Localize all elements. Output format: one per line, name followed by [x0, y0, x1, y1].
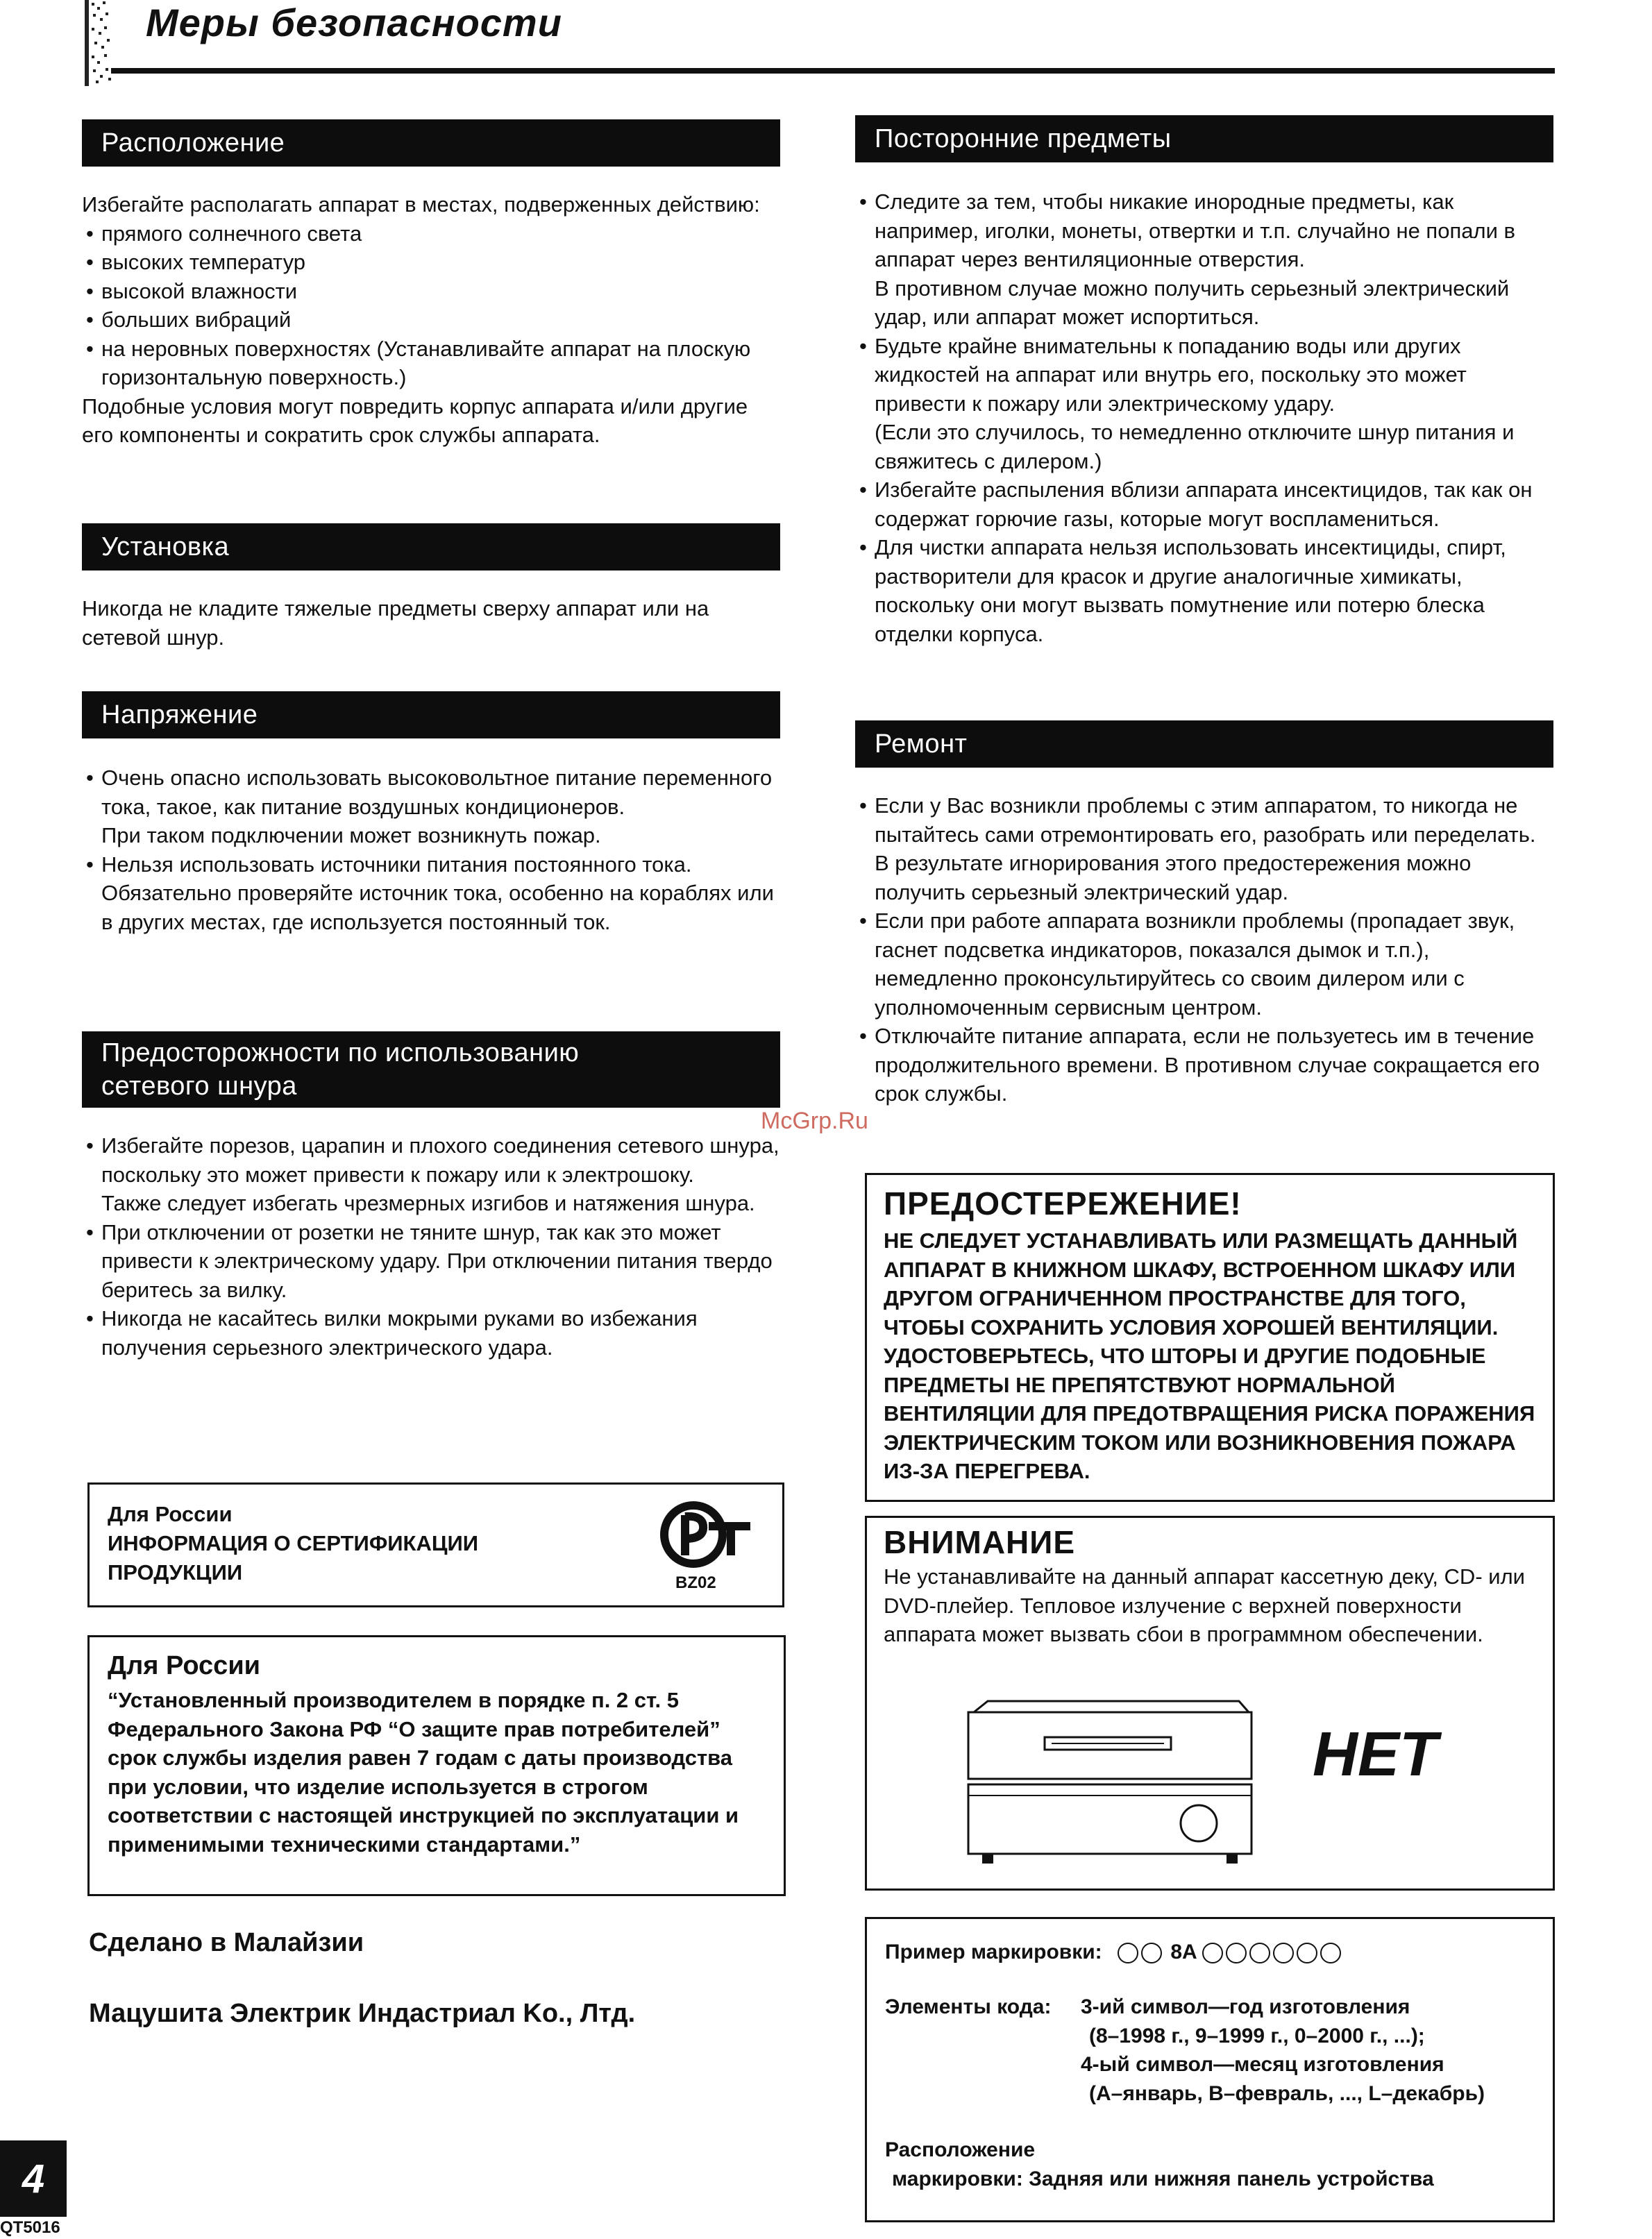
- list-item: • Очень опасно использовать высоковольтное питание переменного тока, такое, как питание воздушных кондиционеров.: [82, 763, 783, 821]
- circle-icon: [1249, 1943, 1270, 1963]
- list-item: • Если при работе аппарата возникли проблемы (пропадает звук, гаснет подсветка индикаторов, показался дымок и т.п.), немедленно проконсультируйтесь со своим дилером или с уполномоченным сервисным центром.: [855, 906, 1556, 1022]
- lifetime-heading: Для России: [108, 1651, 261, 1680]
- lifetime-text: “Установленный производителем в порядке п. 2 ст. 5 Федерального Закона РФ “О защите прав потребителей” срок службы изделия равен 7 годам с даты производства при условии, что изделие используется в строгом соответствии с настоящей инструкцией по эксплуатации и применимыми техническими стандартами.”: [108, 1688, 739, 1857]
- page-number: 4: [0, 2140, 67, 2217]
- list-item: • При отключении от розетки не тяните шнур, так как это может привести к электрическому удару. При отключении питания твердо беритесь за вилку.: [82, 1218, 783, 1305]
- company-name: Мацушита Электрик Индастриал Ko., Лтд.: [89, 1999, 636, 2028]
- marking-elements-label: Элементы кода:: [885, 1995, 1052, 2018]
- page-title: Меры безопасности: [146, 1, 562, 44]
- section-heading-voltage: [82, 691, 780, 738]
- list-item: • Отключайте питание аппарата, если не пользуетесь им в течение продолжительного времени. В противном случае сокращается его срок службы.: [855, 1022, 1556, 1108]
- heading-text: Напряжение: [101, 700, 258, 729]
- placement-section: [82, 190, 783, 450]
- list-note: (Если это случилось, то немедленно отключите шнур питания и свяжитесь с дилером.): [875, 420, 1515, 473]
- cert-text: [108, 1500, 478, 1587]
- cord-section: [82, 1131, 783, 1362]
- list-item: • на неровных поверхностях (Устанавливайте аппарат на плоскую горизонтальную поверхность.): [82, 335, 783, 392]
- list-item: • больших вибраций: [82, 305, 783, 335]
- watermark: McGrp.Ru: [761, 1108, 868, 1134]
- heading-text: Расположение: [101, 128, 285, 158]
- not-allowed-label: НЕТ: [1313, 1720, 1438, 1789]
- lifetime-box: [87, 1635, 786, 1896]
- certification-box: [87, 1482, 784, 1607]
- list-item: • Нельзя использовать источники питания постоянного тока.: [82, 850, 783, 879]
- list-note: В противном случае можно получить серьезный электрический удар, или аппарат может испортиться.: [875, 276, 1510, 329]
- list-item: • высокой влажности: [82, 277, 783, 306]
- section-heading-placement: [82, 119, 780, 167]
- section-heading-foreign-objects: [855, 115, 1553, 162]
- circle-icon: [1226, 1943, 1247, 1963]
- list-note: Обязательно проверяйте источник тока, особенно на кораблях или в других местах, где используется постоянный ток.: [101, 881, 774, 934]
- installation-text: Никогда не кладите тяжелые предметы сверху аппарат или на сетевой шнур.: [82, 596, 709, 650]
- list-item: • Для чистки аппарата нельзя использовать инсектициды, спирт, растворители для красок и другие аналогичные химикаты, поскольку они могут вызвать помутнение или потерю блеска отделки корпуса.: [855, 533, 1556, 648]
- stacked-devices-icon: [964, 1698, 1256, 1872]
- marking-line: 3-ий символ—год изготовления: [1081, 1995, 1410, 2018]
- placement-intro: Избегайте располагать аппарат в местах, подверженных действию:: [82, 192, 760, 217]
- list-item: • Никогда не касайтесь вилки мокрыми руками во избежания получения серьезного электрического удара.: [82, 1304, 783, 1362]
- attention-text: Не устанавливайте на данный аппарат кассетную деку, CD- или DVD-плейер. Тепловое излучение с верхней поверхности аппарата может вызвать сбои в программном обеспечении.: [884, 1564, 1525, 1646]
- cert-line: Для России: [108, 1502, 233, 1526]
- list-note: При таком подключении может возникнуть пожар.: [101, 823, 601, 847]
- heading-text: Ремонт: [875, 729, 968, 759]
- section-heading-installation: [82, 523, 780, 571]
- marking-location-label: Расположение: [885, 2138, 1036, 2161]
- title-rule: [111, 68, 1555, 74]
- heading-text: Установка: [101, 532, 230, 561]
- list-item: • Избегайте порезов, царапин и плохого соединения сетевого шнура, поскольку это может привести к пожару или к электрошоку.: [82, 1131, 783, 1189]
- cert-line: ИНФОРМАЦИЯ О СЕРТИФИКАЦИИ: [108, 1531, 479, 1555]
- circle-icon: [1118, 1943, 1138, 1963]
- list-item: • Избегайте распыления вблизи аппарата инсектицидов, так как он содержат горючие газы, которые могут воспламениться.: [855, 475, 1556, 533]
- cert-line: ПРОДУКЦИИ: [108, 1560, 243, 1585]
- circle-icon: [1320, 1943, 1341, 1963]
- marking-box: [865, 1917, 1555, 2222]
- circle-icon: [1202, 1943, 1223, 1963]
- heading-text: Предосторожности по использованию: [101, 1038, 580, 1067]
- placement-outro: Подобные условия могут повредить корпус аппарата и/или другие его компоненты и сократить срок службы аппарата.: [82, 394, 748, 447]
- corner-pattern-icon: [83, 0, 111, 86]
- marking-example-row: [885, 1938, 1344, 1966]
- circle-icon: [1273, 1943, 1294, 1963]
- section-heading-cord: [82, 1031, 780, 1108]
- attention-box: [865, 1516, 1555, 1891]
- list-item: • Следите за тем, чтобы никакие инородные предметы, как например, иголки, монеты, отвертки и т.п. случайно не попали в аппарат через вентиляционные отверстия.: [855, 187, 1556, 274]
- circle-icon: [1141, 1943, 1162, 1963]
- marking-circles: [1202, 1941, 1344, 1963]
- marking-example-code: 8A: [1170, 1941, 1197, 1963]
- marking-elements-list: [1081, 1993, 1485, 2108]
- marking-line: 4-ый символ—месяц изготовления: [1081, 2053, 1444, 2076]
- warning-box: [865, 1173, 1555, 1502]
- installation-section: [82, 594, 783, 652]
- foreign-objects-section: [855, 187, 1556, 648]
- marking-example-label: Пример маркировки:: [885, 1941, 1102, 1963]
- list-item: • Если у Вас возникли проблемы с этим аппаратом, то никогда не пытайтесь сами отремонтировать его, разобрать или переделать.: [855, 791, 1556, 849]
- heading-text: сетевого шнура: [101, 1072, 297, 1101]
- heading-text: Посторонние предметы: [875, 124, 1172, 153]
- warning-text: НЕ СЛЕДУЕТ УСТАНАВЛИВАТЬ ИЛИ РАЗМЕЩАТЬ ДАННЫЙ АППАРАТ В КНИЖНОМ ШКАФУ, ВСТРОЕННОМ ШКАФУ ИЛИ ДРУГОМ ОГРАНИЧЕННОМ ПРОСТРАНСТВЕ ДЛЯ ТОГО, ЧТОБЫ СОХРАНИТЬ УСЛОВИЯ ХОРОШЕЙ ВЕНТИЛЯЦИИ. УДОСТОВЕРЬТЕСЬ, ЧТО ШТОРЫ И ДРУГИЕ ПОДОБНЫЕ ПРЕДМЕТЫ НЕ ПРЕПЯТСТВУЮТ НОРМАЛЬНОЙ ВЕНТИЛЯЦИИ ДЛЯ ПРЕДОТВРАЩЕНИЯ РИСКА ПОРАЖЕНИЯ ЭЛЕКТРИЧЕСКИМ ТОКОМ ИЛИ ВОЗНИКНОВЕНИЯ ПОЖАРА ИЗ-ЗА ПЕРЕГРЕВА.: [884, 1228, 1535, 1483]
- list-note: Также следует избегать чрезмерных изгибов и натяжения шнура.: [101, 1191, 755, 1215]
- rst-certification-icon: [656, 1498, 760, 1575]
- cert-mark-code: BZ02: [675, 1573, 716, 1592]
- marking-line: (A–январь, B–февраль, ..., L–декабрь): [1089, 2081, 1485, 2105]
- list-item: • высоких температур: [82, 248, 783, 277]
- section-heading-repair: [855, 720, 1553, 768]
- marking-line: (8–1998 г., 9–1999 г., 0–2000 г., ...);: [1089, 2024, 1425, 2047]
- warning-heading: ПРЕДОСТЕРЕЖЕНИЕ!: [884, 1185, 1242, 1222]
- list-note: В результате игнорирования этого предостережения можно получить серьезный электрический удар.: [875, 851, 1472, 904]
- marking-location-text: маркировки: Задняя или нижняя панель устройства: [892, 2168, 1434, 2190]
- document-code: QT5016: [0, 2218, 60, 2237]
- repair-section: [855, 791, 1556, 1108]
- made-in-text: Сделано в Малайзии: [89, 1928, 364, 1957]
- list-item: • Будьте крайне внимательны к попаданию воды или других жидкостей на аппарат или внутрь его, поскольку это может привести к пожару или электрическому удару.: [855, 332, 1556, 419]
- voltage-section: [82, 763, 783, 936]
- attention-heading: ВНИМАНИЕ: [884, 1524, 1076, 1560]
- marking-circles: [1118, 1941, 1170, 1963]
- circle-icon: [1297, 1943, 1317, 1963]
- list-item: • прямого солнечного света: [82, 219, 783, 248]
